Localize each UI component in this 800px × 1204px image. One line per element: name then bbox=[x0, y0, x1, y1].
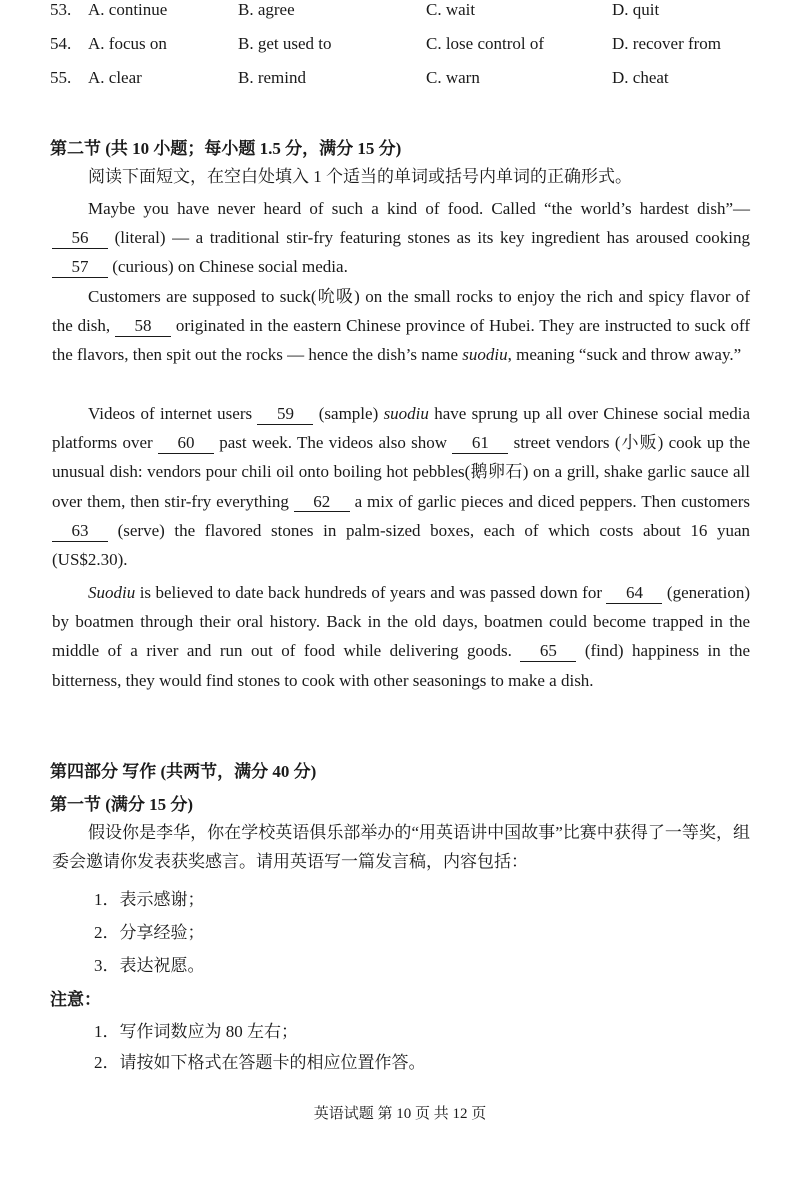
passage-paragraph-1: Maybe you have never heard of such a kind of food. Called “the world’s hardest dish”— 56 (literal) — a traditional stir-fry featuring stones as its key ingredient has aroused cooking 57 (curious) on Chinese social media. bbox=[52, 194, 750, 282]
option-row-53 bbox=[0, 0, 800, 28]
prompt-item-2: 2．分享经验； bbox=[94, 923, 205, 942]
passage-paragraph-4: Suodiu is believed to date back hundreds of years and was passed down for 64 (generation) by boatmen through their oral history. Back in the old days, boatmen could become trapped in the middle of a river and run out of food while delivering goods. 65 (find) happiness in the bitterness, they would find stones to cook with other seasonings to make a dish. bbox=[52, 583, 750, 690]
option-d: D. cheat bbox=[612, 68, 669, 87]
notes-heading: 注意： bbox=[50, 990, 101, 1009]
section-1-heading: 第一节 (满分 15 分) bbox=[50, 795, 194, 814]
option-d: D. recover from bbox=[612, 34, 722, 53]
option-row-54 bbox=[0, 34, 800, 62]
question-number: 54. bbox=[50, 34, 72, 53]
option-c: C. warn bbox=[426, 68, 480, 87]
option-d: D. quit bbox=[612, 0, 660, 19]
writing-prompt: 假设你是李华，你在学校英语俱乐部举办的“用英语讲中国故事”比赛中获得了一等奖，组委会邀请你发表获奖感言。请用英语写一篇发言稿，内容包括： bbox=[52, 823, 750, 872]
question-number: 53. bbox=[50, 0, 72, 19]
prompt-item-1: 1．表示感谢； bbox=[94, 890, 205, 909]
passage-paragraph-2: Customers are supposed to suck(吮吸) on the small rocks to enjoy the rich and spicy flavor of the dish, 58 originated in the eastern Chinese province of Hubei. They are instructed to suck off the flavors, then spit out the rocks — hence the dish’s name suodiu, meaning “suck and throw away.” bbox=[52, 287, 751, 365]
part-4-heading: 第四部分 写作 (共两节，满分 40 分) bbox=[50, 762, 317, 781]
blank-59[interactable]: 59 bbox=[257, 405, 313, 425]
blank-65[interactable]: 65 bbox=[520, 642, 576, 662]
blank-58[interactable]: 58 bbox=[115, 317, 171, 337]
page-footer: 英语试题 第 10 页 共 12 页 bbox=[313, 1106, 487, 1122]
blank-63[interactable]: 63 bbox=[52, 522, 108, 542]
option-c: C. wait bbox=[426, 0, 476, 19]
option-a: A. clear bbox=[88, 68, 142, 87]
blank-56[interactable]: 56 bbox=[52, 229, 108, 249]
section-2-heading: 第二节 (共 10 小题；每小题 1.5 分，满分 15 分) bbox=[50, 139, 402, 158]
blank-62[interactable]: 62 bbox=[294, 493, 350, 513]
option-a: A. continue bbox=[88, 0, 168, 19]
blank-64[interactable]: 64 bbox=[606, 584, 662, 604]
blank-57[interactable]: 57 bbox=[52, 258, 108, 278]
passage-paragraph-3: Videos of internet users 59 (sample) suodiu have sprung up all over Chinese social media platforms over 60 past week. The videos also show 61 street vendors (小贩) cook up the unusual dish: vendors pour chili oil onto boiling hot pebbles(鹅卵石) on a grill, shake garlic sauce all over them, then stir-fry everything 62 a mix of garlic pieces and diced peppers. Then customers 63 (serve) the flavored stones in palm-sized boxes, each of which costs about 16 yuan (US$2.30). bbox=[52, 404, 750, 570]
blank-60[interactable]: 60 bbox=[158, 434, 214, 454]
section-2-instruction: 阅读下面短文，在空白处填入 1 个适当的单词或括号内单词的正确形式。 bbox=[88, 167, 632, 186]
prompt-item-3: 3．表达祝愿。 bbox=[94, 956, 205, 975]
option-row-55 bbox=[0, 68, 800, 96]
note-item-1: 1．写作词数应为 80 左右； bbox=[94, 1022, 298, 1041]
option-b: B. get used to bbox=[238, 34, 332, 53]
blank-61[interactable]: 61 bbox=[452, 434, 508, 454]
option-c: C. lose control of bbox=[426, 34, 545, 53]
question-number: 55. bbox=[50, 68, 72, 87]
option-a: A. focus on bbox=[88, 34, 167, 53]
note-item-2: 2．请按如下格式在答题卡的相应位置作答。 bbox=[94, 1053, 426, 1072]
option-b: B. agree bbox=[238, 0, 295, 19]
option-b: B. remind bbox=[238, 68, 306, 87]
